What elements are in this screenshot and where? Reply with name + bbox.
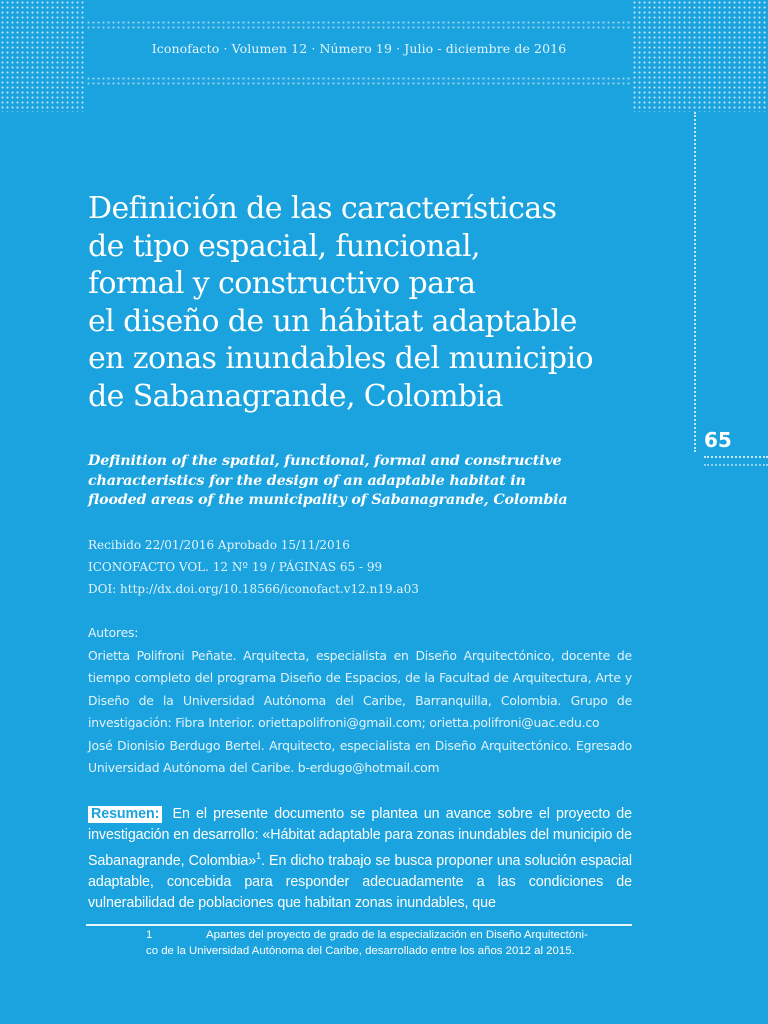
page-number-dotted-rule-2 <box>704 464 768 466</box>
authors-block <box>88 622 632 780</box>
page-number: 65 <box>704 428 732 452</box>
english-title <box>88 452 628 511</box>
margin-dotted-rule <box>694 112 696 452</box>
received-approved-dates: Recibido 22/01/2016 Aprobado 15/11/2016 <box>88 538 350 552</box>
title-line: Definición de las características <box>88 191 557 226</box>
article-metadata <box>88 534 628 600</box>
subtitle-line: Definition of the spatial, functional, formal and constructive <box>88 453 562 469</box>
abstract-text-b: . En dicho trabajo se busca proponer una solución espacial adaptable, concebida para responder adecuadamente a las condiciones de vulnerabilidad de poblaciones que habitan zonas inundables, que <box>88 852 633 911</box>
author-1-bio: Orietta Polifroni Peñate. Arquitecta, especialista en Diseño Arquitectónico, docente de tiempo completo del programa Diseño de Espacios, de la Facultad de Arquitectura, Arte y Diseño de la Universidad Autónoma del Caribe, Barranquilla, Colombia. Grupo de investigación: Fibra Interior. oriettapolifroni@gmail.com; orietta.polifroni@uac.edu.co <box>88 647 632 730</box>
header-dot-band-top <box>86 20 632 30</box>
doi-link[interactable]: DOI: http://dx.doi.org/10.18566/iconofact.v12.n19.a03 <box>88 582 419 596</box>
article-title <box>88 190 648 415</box>
decorative-dot-pattern-left <box>0 0 86 112</box>
journal-running-header: Iconofacto · Volumen 12 · Número 19 · Julio - diciembre de 2016 <box>151 41 567 56</box>
header-dot-band-bottom <box>86 76 632 86</box>
footnote-line-2: co de la Universidad Autónoma del Caribe, desarrollado entre los años 2012 al 2015. <box>146 944 575 957</box>
decorative-dot-pattern-right <box>632 0 768 112</box>
title-line: formal y constructivo para <box>88 266 476 301</box>
footnote <box>146 928 636 959</box>
title-line: el diseño de un hábitat adaptable <box>88 303 577 339</box>
page-number-dotted-rule <box>704 456 768 458</box>
footnote-reference[interactable]: 1 <box>256 851 261 861</box>
footnote-rule <box>86 924 632 926</box>
abstract-label: Resumen: <box>88 806 162 823</box>
authors-label: Autores: <box>88 625 139 640</box>
title-line: de tipo espacial, funcional, <box>88 228 480 264</box>
title-line: en zonas inundables del municipio <box>88 341 593 376</box>
abstract-paragraph <box>88 804 632 914</box>
footnote-number: 1 <box>146 929 153 941</box>
subtitle-line: characteristics for the design of an adaptable habitat in <box>88 472 526 489</box>
author-2-bio: José Dionisio Berdugo Bertel. Arquitecto, especialista en Diseño Arquitectónico. Egresado Universidad Autónoma del Caribe. b-erdugo@hotmail.com <box>88 737 632 775</box>
subtitle-line: flooded areas of the municipality of Sabanagrande, Colombia <box>88 492 568 508</box>
footnote-line-1: Apartes del proyecto de grado de la especialización en Diseño Arquitectóni- <box>206 929 588 941</box>
title-line: de Sabanagrande, Colombia <box>88 378 503 414</box>
abstract-text-a: En el presente documento se plantea un avance sobre el proyecto de investigación en desarrollo: «Hábitat adaptable para zonas inundables del municipio de Sabanagrande, Colombia» <box>88 806 632 869</box>
volume-pages: ICONOFACTO VOL. 12 Nº 19 / PÁGINAS 65 - 99 <box>88 560 383 574</box>
